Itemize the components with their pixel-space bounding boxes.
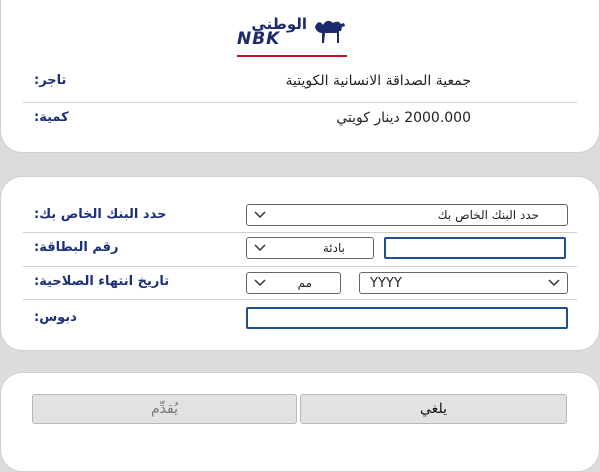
form-divider xyxy=(23,232,577,233)
pin-input[interactable] xyxy=(246,307,568,329)
logo-arabic-text: الوطني xyxy=(251,15,307,33)
cancel-button[interactable]: يلغي xyxy=(300,394,567,424)
form-divider xyxy=(23,266,577,267)
pin-label: :دبوس xyxy=(34,310,77,325)
form-divider xyxy=(23,299,577,300)
bank-select-value: حدد البنك الخاص بك xyxy=(437,208,539,222)
payment-summary-card xyxy=(0,0,600,153)
logo-nbk-text: NBK xyxy=(237,29,281,49)
logo-underline xyxy=(237,55,347,57)
bank-label: :حدد البنك الخاص بك xyxy=(34,207,167,222)
chevron-down-icon xyxy=(253,209,267,221)
merchant-value: جمعية الصداقة الانسانية الكويتية xyxy=(285,73,471,89)
merchant-label: :تاجر xyxy=(34,73,67,88)
chevron-down-icon xyxy=(547,277,561,289)
chevron-down-icon xyxy=(253,277,267,289)
card-prefix-select[interactable] xyxy=(246,237,374,259)
expiry-month-select[interactable] xyxy=(246,272,341,294)
summary-divider xyxy=(23,102,577,103)
camel-icon xyxy=(311,15,347,45)
bank-select[interactable] xyxy=(246,204,568,226)
submit-button[interactable]: يُقدِّم xyxy=(32,394,297,424)
expiry-year-select[interactable] xyxy=(359,272,568,294)
expiry-label: :تاريخ انتهاء الصلاحية xyxy=(34,274,170,289)
expiry-month-value: مم xyxy=(297,276,312,290)
merchant-row xyxy=(1,73,600,103)
card-number-label: :رقم البطاقة xyxy=(34,240,119,255)
expiry-year-value: YYYY xyxy=(370,276,402,291)
amount-label: :كمية xyxy=(34,110,69,125)
card-number-input[interactable] xyxy=(384,237,566,259)
payment-form-card xyxy=(0,176,600,351)
card-prefix-value: بادئة xyxy=(322,241,345,255)
chevron-down-icon xyxy=(253,242,267,254)
nbk-logo xyxy=(237,15,347,51)
amount-row xyxy=(1,110,600,140)
amount-value: 2000.000 دينار كويتي xyxy=(336,110,471,126)
